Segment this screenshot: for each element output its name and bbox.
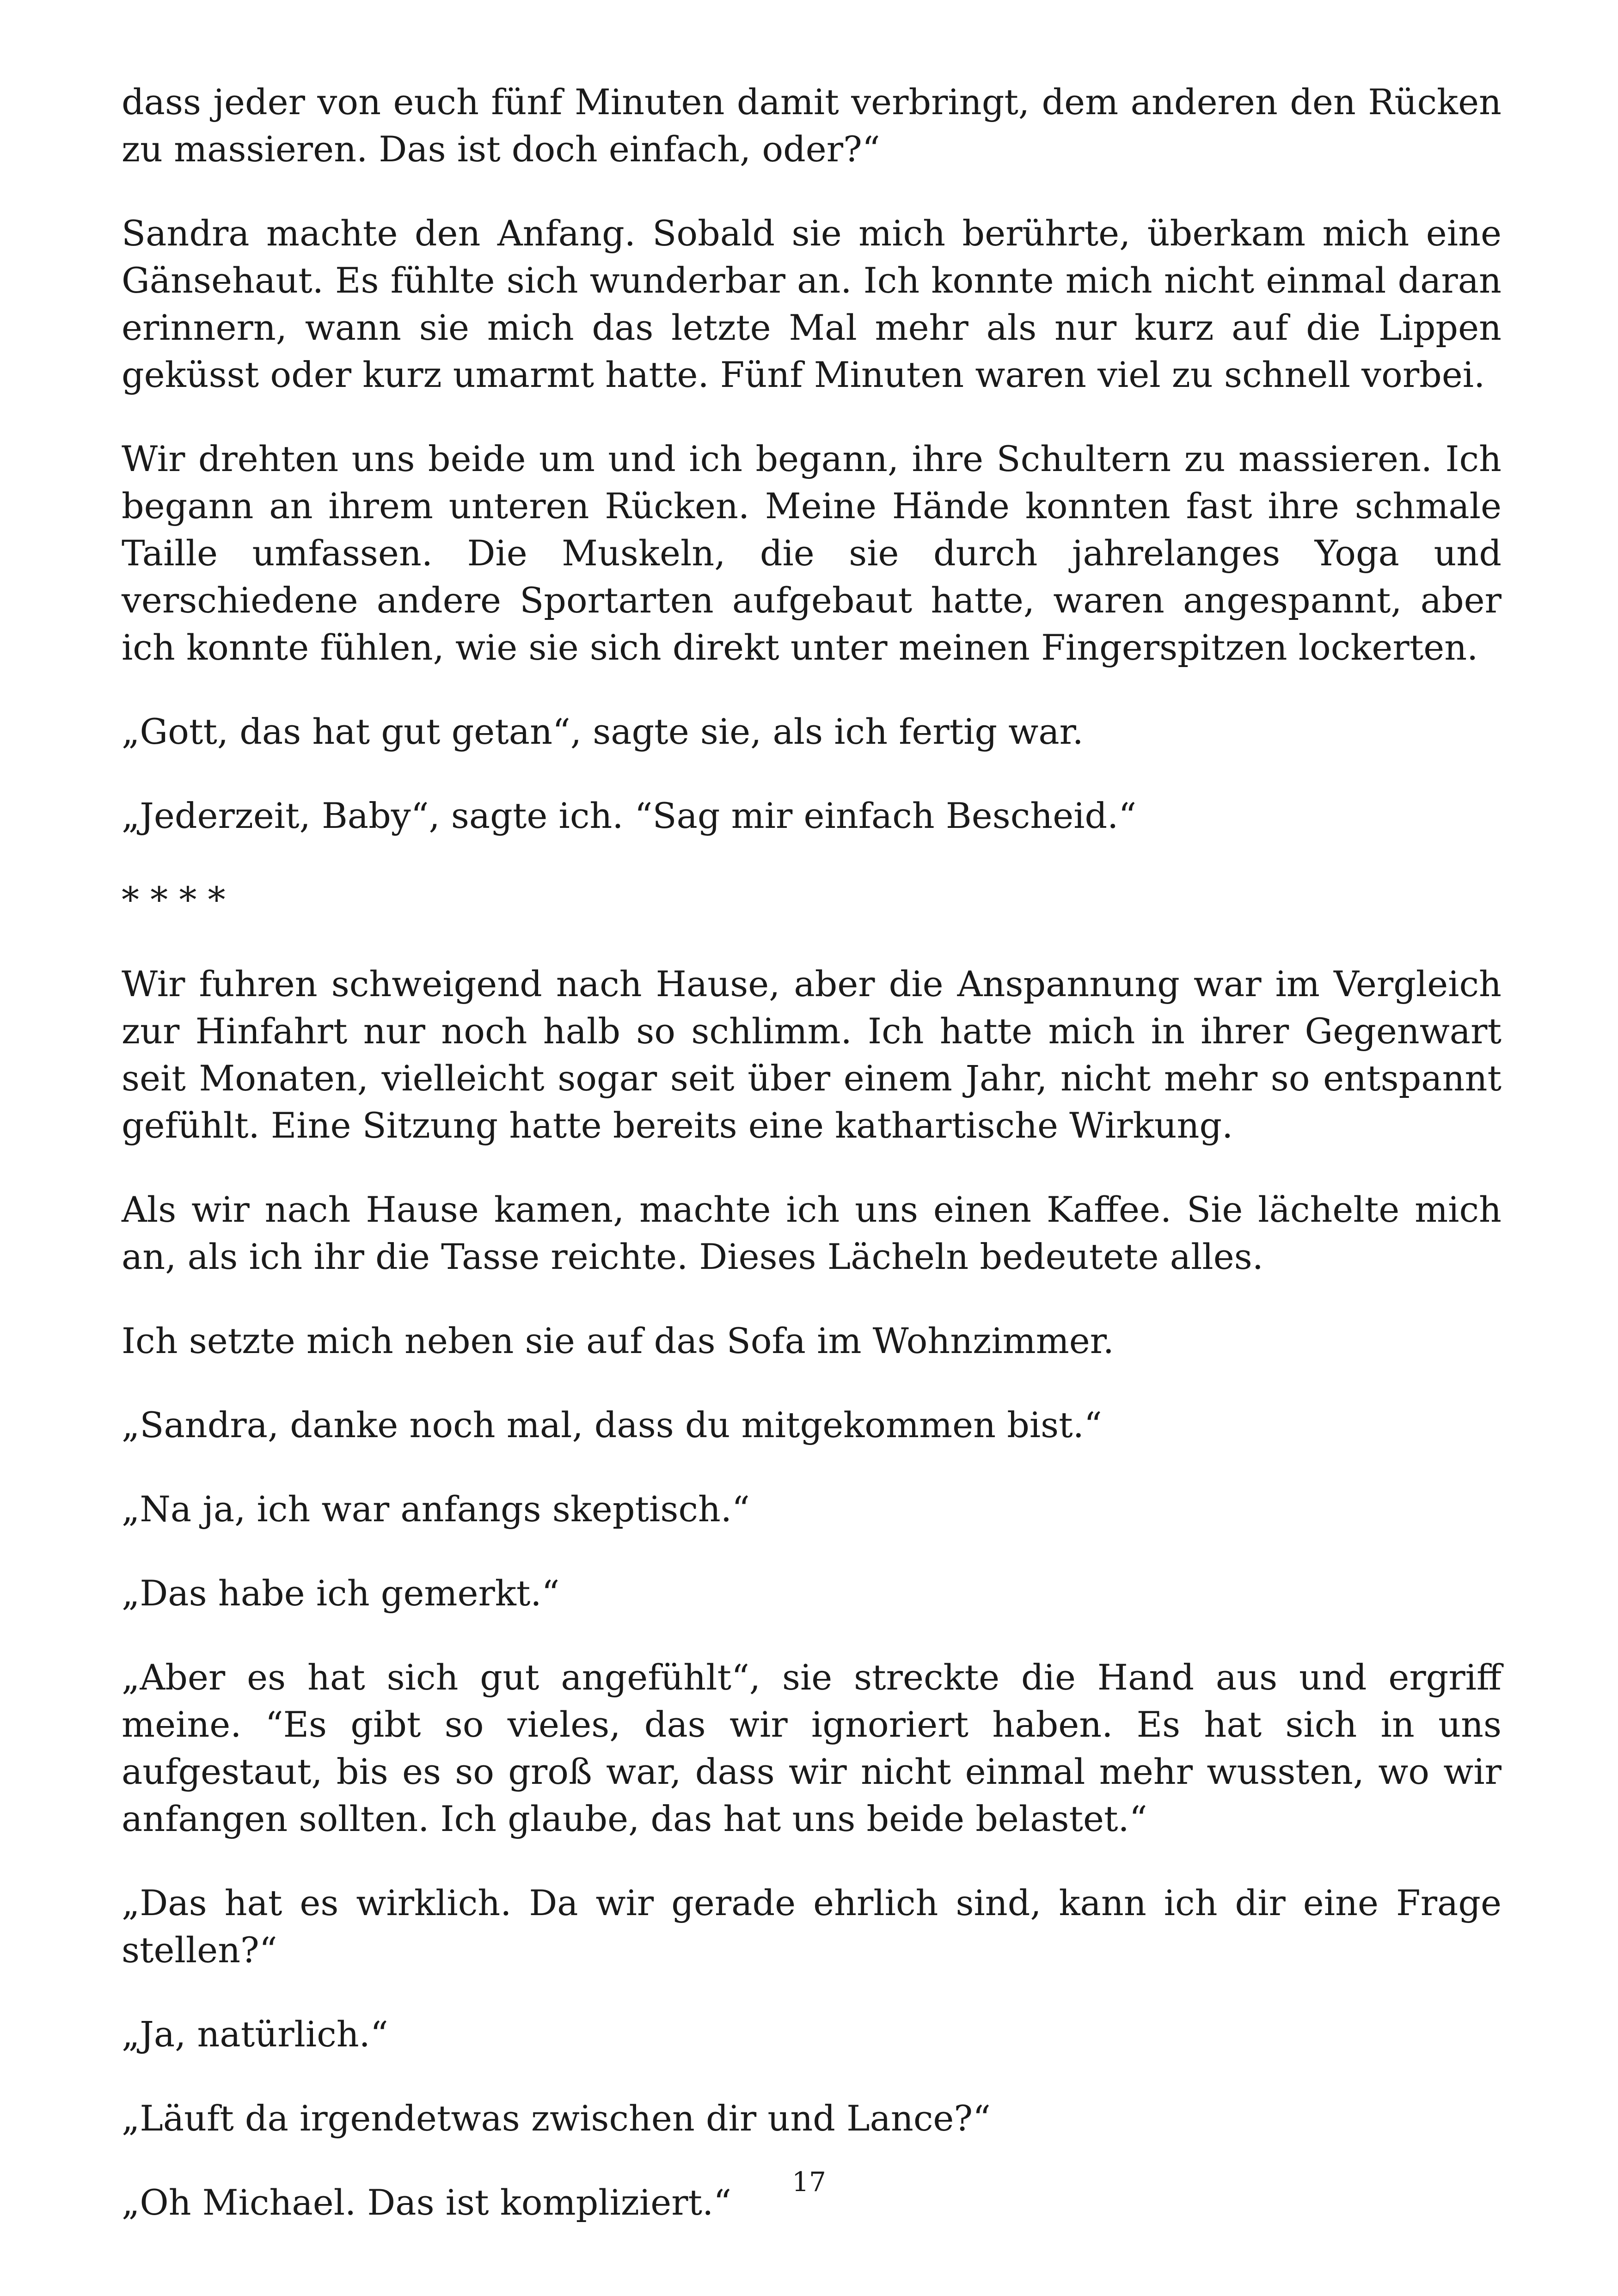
dialogue-line: „Na ja, ich war anfangs skeptisch.“ [122, 1488, 750, 1530]
paragraph: Wir fuhren schweigend nach Hause, aber die Anspannung war im Vergleich zur Hinfahrt nur noch halb so schlimm. Ich hatte mich in ihrer Gegenwart seit Monaten, vielleicht sogar seit über einem Jahr, nicht mehr so entspannt gefühlt. Eine Sitzung hatte bereits eine kathartische Wirkung. [122, 963, 1502, 1146]
page-number: 17 [792, 2166, 826, 2198]
dialogue-line: „Oh Michael. Das ist kompliziert.“ [122, 2182, 732, 2223]
dialogue-line: „Sandra, danke noch mal, dass du mitgekommen bist.“ [122, 1404, 1102, 1445]
dialogue-line: „Jederzeit, Baby“, sagte ich. “Sag mir einfach Bescheid.“ [122, 795, 1137, 836]
dialogue-line: „Läuft da irgendetwas zwischen dir und Lance?“ [122, 2098, 991, 2139]
dialogue-line: „Das hat es wirklich. Da wir gerade ehrlich sind, kann ich dir eine Frage stellen?“ [122, 1882, 1502, 1971]
dialogue-line: „Gott, das hat gut getan“, sagte sie, als ich fertig war. [122, 711, 1084, 752]
paragraph: Ich setzte mich neben sie auf das Sofa im Wohnzimmer. [122, 1320, 1114, 1361]
scene-break: * * * * [122, 879, 226, 920]
paragraph: dass jeder von euch fünf Minuten damit verbringt, dem anderen den Rücken zu massieren. Das ist doch einfach, oder?“ [122, 81, 1502, 170]
paragraph: Wir drehten uns beide um und ich begann, ihre Schultern zu massieren. Ich begann an ihrem unteren Rücken. Meine Hände konnten fast ihre schmale Taille umfassen. Die Muskeln, die sie durch jahrelanges Yoga und verschiedene andere Sportarten aufgebaut hatte, waren angespannt, aber ich konnte fühlen, wie sie sich direkt unter meinen Fingerspitzen lockerten. [122, 438, 1502, 668]
dialogue-line: „Aber es hat sich gut angefühlt“, sie streckte die Hand aus und ergriff meine. “Es gibt so vieles, das wir ignoriert haben. Es hat sich in uns aufgestaut, bis es so groß war, dass wir nicht einmal mehr wussten, wo wir anfangen sollten. Ich glaube, das hat uns beide belastet.“ [122, 1657, 1502, 1839]
dialogue-line: „Ja, natürlich.“ [122, 2014, 388, 2055]
paragraph: Als wir nach Hause kamen, machte ich uns einen Kaffee. Sie lächelte mich an, als ich ihr die Tasse reichte. Dieses Lächeln bedeutete alles. [122, 1189, 1502, 1277]
body-text [122, 79, 1502, 2263]
paragraph: Sandra machte den Anfang. Sobald sie mich berührte, überkam mich eine Gänsehaut. Es fühlte sich wunderbar an. Ich konnte mich nicht einmal daran erinnern, wann sie mich das letzte Mal mehr als nur kurz auf die Lippen geküsst oder kurz umarmt hatte. Fünf Minuten waren viel zu schnell vorbei. [122, 213, 1502, 395]
dialogue-line: „Das habe ich gemerkt.“ [122, 1573, 560, 1614]
